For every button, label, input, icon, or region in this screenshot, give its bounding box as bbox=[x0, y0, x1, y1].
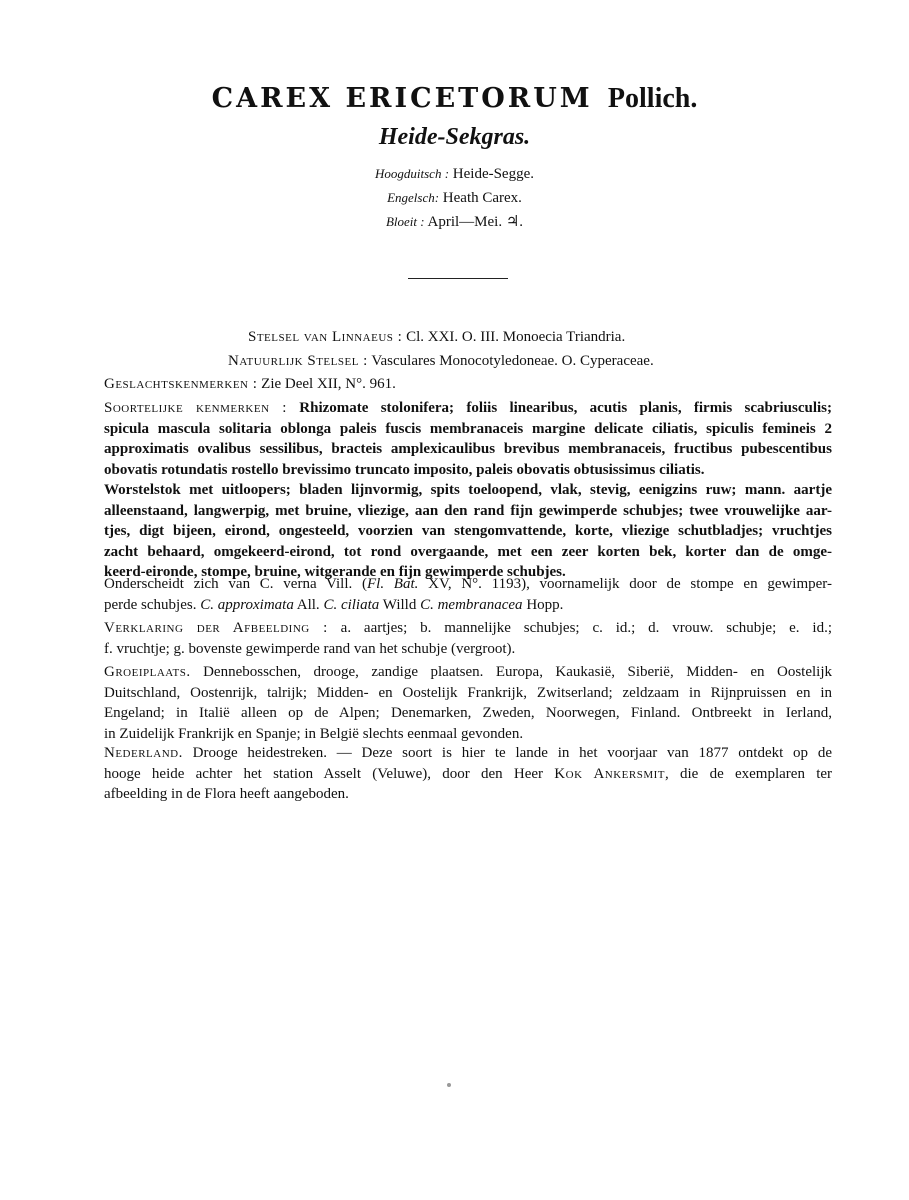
distinction: Onderscheidt zich van C. verna Vill. (Fl. Bat. XV, N°. 1193), voornamelijk door de stompe en gewimper- perde schubjes. C. approximata All. C. ciliata Willd C. membranacea Hopp. bbox=[104, 576, 832, 613]
common-names bbox=[0, 162, 909, 234]
name-german: Hoogduitsch : Heide-Segge. bbox=[375, 166, 534, 182]
divider bbox=[408, 278, 508, 279]
habitat: Groeiplaats. Dennebosschen, drooge, zandige plaatsen. Europa, Kaukasië, Siberië, Midden- en Oostelijk Duitschland, Oostenrijk, talrijk; Midden- en Oostelijk Frankrijk, Zwitserland; zeldzaam in Rijnpruissen en in Engeland; in Italië alleen op de Alpen; Denemarken, Zweden, Noorwegen, Finland. Ontbreekt in Ierland, in Zuidelijk Frankrijk en Spanje; in België slechts eenmaal gevonden. bbox=[104, 664, 832, 742]
flowering-time: Bloeit : April—Mei. ♃. bbox=[385, 214, 524, 230]
print-speck bbox=[447, 1083, 451, 1087]
netherlands-distribution: Nederland. Drooge heidestreken. — Deze soort is hier te lande in het voorjaar van 1877 ontdekt op de hooge heide achter het station Asselt (Veluwe), door den Heer Kok Ankersmit, die de exemplaren ter afbeelding in de Flora heeft aangeboden. bbox=[104, 745, 833, 802]
dutch-name: Heide-Sekgras. bbox=[378, 124, 531, 150]
linnaeus-system: Stelsel van Linnaeus : Cl. XXI. O. III. Monoecia Triandria. bbox=[248, 329, 626, 345]
genus-characters: Geslachtskenmerken : Zie Deel XII, N°. 961. bbox=[104, 376, 396, 392]
figure-explanation: Verklaring der Afbeelding : a. aartjes; b. mannelijke schubjes; c. id.; d. vrouw. schubje; e. id.; f. vruchtje; g. bovenste gewimperde rand van het schubje (vergroot). bbox=[104, 620, 832, 657]
name-english: Engelsch: Heath Carex. bbox=[387, 190, 522, 206]
page-title bbox=[0, 82, 909, 115]
species-characters: Soortelijke kenmerken : Rhizomate stolonifera; foliis linearibus, acutis planis, firmis scabriusculis; spicula mascula solitaria oblonga paleis fuscis membranaceis margine delicate ciliatis, spiculis femineis 2 approximatis ovalibus sessilibus, bracteis amplexicaulibus brevibus membranaceis, fructibus pubescentibus obovatis rotundatis rostello brevissimo truncato imposito, paleis obovatis obtusissimus ciliatis. bbox=[104, 400, 833, 478]
natural-system: Natuurlijk Stelsel : Vasculares Monocotyledoneae. O. Cyperaceae. bbox=[228, 353, 654, 369]
species-author: Pollich. bbox=[607, 83, 698, 114]
description: Worstelstok met uitloopers; bladen lijnvormig, spits toeloopend, vlak, stevig, eenigzins ruw; mann. aartje alleenstaand, langwerpig, met bruine, vliezige, aan den rand fijn gewimperde schubjes; twee vrouwelijke aar- tjes, digt bijeen, eirond, ongesteeld, voorzien van stengomvattende, korte, vliezige schutbladjes; vruchtjes zacht behaard, omgekeerd-eirond, tot rond overgaande, met een zeer korten bek, korter dan de omge- keerd-eironde, stompe, bruine, witgerande en fijn gewimperde schubjes. bbox=[104, 482, 832, 580]
species-name: CAREX ERICETORUM bbox=[211, 83, 593, 114]
